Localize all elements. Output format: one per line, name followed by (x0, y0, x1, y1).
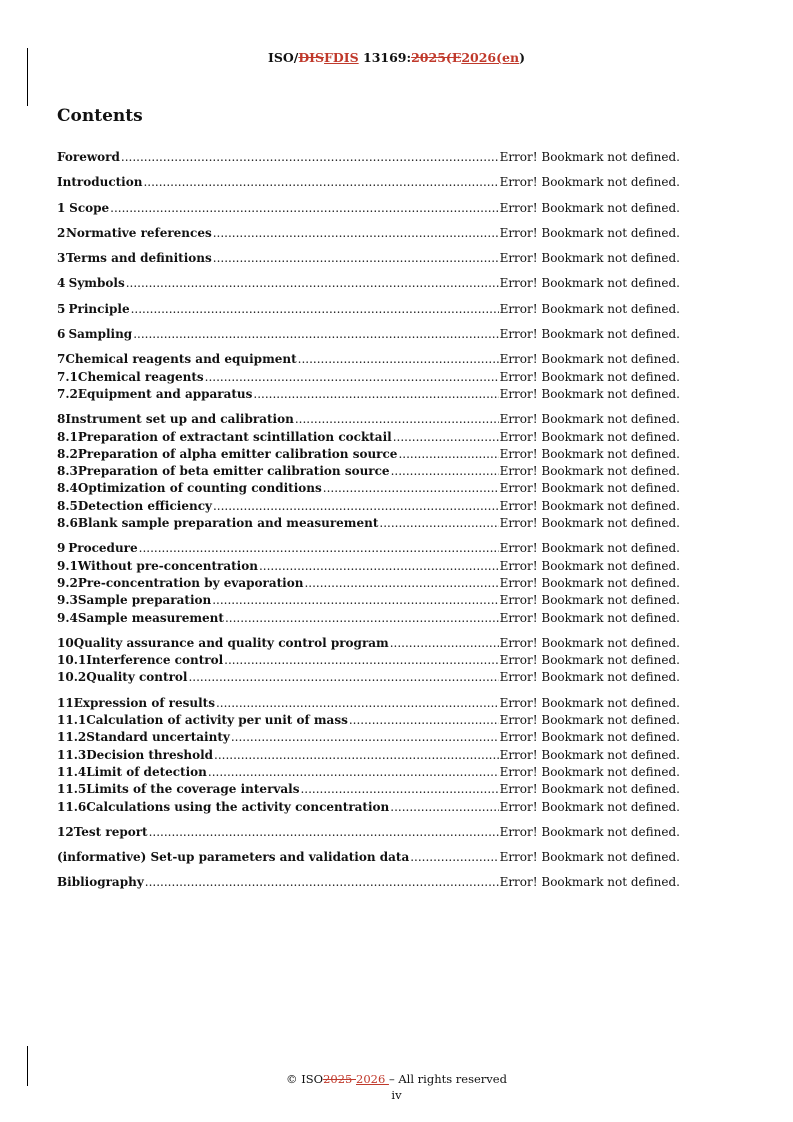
toc-entry-number: 7.2 (57, 386, 78, 401)
toc-entry[interactable] (57, 429, 680, 446)
header-number: 13169: (358, 50, 412, 65)
toc-entry-number: 7.1 (57, 369, 78, 384)
toc-leader-dots (323, 480, 499, 497)
header-deleted-year: 2025(E (411, 50, 462, 65)
toc-entry-page: Error! Bookmark not defined. (499, 175, 680, 190)
toc-entry[interactable] (57, 764, 680, 781)
toc-entry-number: 8.5 (57, 498, 78, 513)
toc-entry[interactable] (57, 712, 680, 729)
toc-entry-number: 9.3 (57, 593, 78, 608)
toc-leader-dots (110, 200, 498, 217)
toc-entry-page: Error! Bookmark not defined. (499, 481, 680, 496)
toc-entry[interactable] (57, 540, 680, 557)
toc-entry-title: Calculations using the activity concentration (86, 799, 390, 814)
toc-entry-title: Quality assurance and quality control program (73, 635, 389, 650)
toc-leader-dots (149, 824, 499, 841)
toc-leader-dots (393, 429, 499, 446)
toc-entry-page: Error! Bookmark not defined. (499, 200, 680, 215)
toc-entry-number: 4 (57, 276, 66, 291)
document-header (0, 50, 793, 65)
toc-leader-dots (213, 225, 499, 242)
toc-entry-number: 11.4 (57, 764, 87, 779)
toc-leader-dots (390, 635, 499, 652)
toc-leader-dots (298, 351, 499, 368)
toc-entry-page: Error! Bookmark not defined. (499, 610, 680, 625)
toc-entry-page: Error! Bookmark not defined. (499, 369, 680, 384)
toc-entry-page: Error! Bookmark not defined. (499, 593, 680, 608)
toc-entry[interactable] (57, 799, 680, 816)
toc-entry-title: Preparation of beta emitter calibration source (77, 464, 390, 479)
toc-entry-title: (informative) Set-up parameters and validation data (57, 850, 410, 865)
toc-entry-page: Error! Bookmark not defined. (499, 225, 680, 240)
toc-entry-number: 1 (57, 200, 66, 215)
toc-entry-number: 9.2 (57, 575, 78, 590)
toc-entry-page: Error! Bookmark not defined. (499, 824, 680, 839)
toc-entry[interactable] (57, 824, 680, 841)
toc-entry-title: Equipment and apparatus (77, 386, 253, 401)
toc-entry-page: Error! Bookmark not defined. (499, 695, 680, 710)
toc-entry-page: Error! Bookmark not defined. (499, 653, 680, 668)
header-prefix: ISO/ (267, 50, 299, 65)
toc-entry-number: 11.6 (57, 799, 87, 814)
toc-entry-title: Preparation of alpha emitter calibration source (77, 446, 398, 461)
toc-entry[interactable] (57, 874, 680, 891)
toc-entry-title: Test report (73, 824, 148, 839)
toc-entry-title: Interference control (86, 653, 224, 668)
toc-entry[interactable] (57, 301, 680, 318)
toc-entry-page: Error! Bookmark not defined. (499, 558, 680, 573)
toc-entry-page: Error! Bookmark not defined. (499, 764, 680, 779)
toc-entry-page: Error! Bookmark not defined. (499, 875, 680, 890)
toc-entry-page: Error! Bookmark not defined. (499, 713, 680, 728)
toc-entry-title: Bibliography (57, 875, 144, 890)
toc-leader-dots (349, 712, 499, 729)
toc-entry-number: 8 (57, 412, 66, 427)
toc-entry[interactable] (57, 386, 680, 403)
toc-entry-title: Normative references (65, 225, 212, 240)
toc-leader-dots (213, 250, 499, 267)
toc-entry[interactable] (57, 446, 680, 463)
toc-entry-title: Pre-concentration by evaporation (77, 575, 304, 590)
toc-entry-number: 11.1 (57, 713, 87, 728)
contents-heading: Contents (57, 106, 143, 126)
toc-entry-page: Error! Bookmark not defined. (499, 412, 680, 427)
toc-entry-page: Error! Bookmark not defined. (499, 446, 680, 461)
toc-entry-page: Error! Bookmark not defined. (499, 516, 680, 531)
toc-entry-number: 8.3 (57, 464, 78, 479)
toc-entry[interactable] (57, 225, 680, 242)
toc-entry-title: Chemical reagents (77, 369, 204, 384)
toc-entry-page: Error! Bookmark not defined. (499, 541, 680, 556)
toc-entry[interactable] (57, 781, 680, 798)
toc-entry-title: Terms and definitions (65, 251, 212, 266)
toc-entry[interactable] (57, 369, 680, 386)
toc-entry-page: Error! Bookmark not defined. (499, 635, 680, 650)
copyright-line (0, 1071, 793, 1087)
toc-entry-title: Blank sample preparation and measurement (77, 516, 379, 531)
toc-entry-title: Calculation of activity per unit of mass (86, 713, 348, 728)
toc-entry-page: Error! Bookmark not defined. (499, 276, 680, 291)
toc-entry-title: Without pre-concentration (77, 558, 258, 573)
toc-leader-dots (216, 695, 499, 712)
toc-entry[interactable] (57, 149, 680, 166)
toc-leader-dots (188, 669, 498, 686)
page-number: iv (391, 1088, 402, 1102)
toc-entry[interactable] (57, 669, 680, 686)
toc-entry-title: Procedure (68, 541, 138, 556)
toc-entry-title: Scope (69, 200, 110, 215)
toc-leader-dots (213, 498, 499, 515)
toc-leader-dots (139, 540, 499, 557)
toc-entry[interactable] (57, 849, 680, 866)
toc-leader-dots (304, 575, 498, 592)
toc-entry-title: Sample preparation (77, 593, 212, 608)
toc-entry-number: 5 (57, 301, 66, 316)
toc-entry-page: Error! Bookmark not defined. (499, 352, 680, 367)
toc-entry-page: Error! Bookmark not defined. (499, 498, 680, 513)
toc-entry-title: Introduction (57, 175, 143, 190)
toc-entry-page: Error! Bookmark not defined. (499, 429, 680, 444)
copyright-deleted-year: 2025 (323, 1072, 356, 1086)
toc-entry-title: Symbols (68, 276, 125, 291)
toc-entry-page: Error! Bookmark not defined. (499, 386, 680, 401)
toc-entry[interactable] (57, 411, 680, 428)
toc-entry[interactable] (57, 575, 680, 592)
toc-entry[interactable] (57, 635, 680, 652)
toc-entry-page: Error! Bookmark not defined. (499, 327, 680, 342)
page-footer (0, 1071, 793, 1103)
toc-entry-page: Error! Bookmark not defined. (499, 799, 680, 814)
copyright-inserted-year: 2026 (356, 1072, 389, 1086)
toc-leader-dots (225, 610, 499, 627)
toc-entry-number: 8.1 (57, 429, 78, 444)
toc-entry[interactable] (57, 610, 680, 627)
toc-leader-dots (145, 874, 499, 891)
toc-leader-dots (133, 326, 498, 343)
toc-leader-dots (390, 799, 498, 816)
toc-entry-number: 9.4 (57, 610, 78, 625)
toc-leader-dots (410, 849, 498, 866)
toc-entry-title: Expression of results (73, 695, 215, 710)
toc-leader-dots (231, 729, 499, 746)
toc-entry-number: 10.1 (57, 653, 87, 668)
toc-entry-page: Error! Bookmark not defined. (499, 464, 680, 479)
toc-entry-number: 3 (57, 251, 66, 266)
toc-leader-dots (224, 652, 498, 669)
toc-entry-title: Foreword (57, 150, 120, 164)
toc-leader-dots (300, 781, 498, 798)
toc-entry-title: Optimization of counting conditions (77, 481, 322, 496)
toc-leader-dots (131, 301, 499, 318)
toc-entry[interactable] (57, 592, 680, 609)
toc-leader-dots (398, 446, 498, 463)
toc-leader-dots (143, 174, 498, 191)
toc-entry-number: 9.1 (57, 558, 78, 573)
toc-leader-dots (391, 463, 499, 480)
toc-entry[interactable] (57, 652, 680, 669)
header-inserted-year: 2026(en (461, 50, 520, 65)
toc-entry-number: 6 (57, 327, 66, 342)
toc-entry-page: Error! Bookmark not defined. (499, 251, 680, 266)
toc-entry-number: 12 (57, 824, 74, 839)
toc-entry-title: Detection efficiency (77, 498, 212, 513)
toc-entry-page: Error! Bookmark not defined. (499, 670, 680, 685)
toc-entry-number: 9 (57, 541, 66, 556)
toc-entry[interactable] (57, 558, 680, 575)
toc-entry-title: Decision threshold (86, 747, 214, 762)
toc-entry-number: 8.2 (57, 446, 78, 461)
toc-entry-page: Error! Bookmark not defined. (499, 850, 680, 865)
toc-entry-page: Error! Bookmark not defined. (499, 301, 680, 316)
toc-entry-title: Sample measurement (77, 610, 224, 625)
toc-leader-dots (121, 149, 499, 166)
toc-entry[interactable] (57, 515, 680, 532)
toc-entry-page: Error! Bookmark not defined. (499, 150, 680, 164)
toc-entry-title: Instrument set up and calibration (65, 412, 294, 427)
toc-entry[interactable] (57, 351, 680, 368)
toc-entry-title: Limits of the coverage intervals (86, 782, 300, 797)
toc-leader-dots (208, 764, 499, 781)
toc-entry-number: 11.3 (57, 747, 87, 762)
toc-entry-title: Principle (68, 301, 130, 316)
toc-entry-number: 10 (57, 635, 74, 650)
toc-leader-dots (253, 386, 498, 403)
toc-entry-page: Error! Bookmark not defined. (499, 782, 680, 797)
toc-entry-number: 11.2 (57, 730, 87, 745)
toc-leader-dots (379, 515, 498, 532)
copyright-suffix: – All rights reserved (388, 1072, 507, 1086)
toc-entry[interactable] (57, 747, 680, 764)
table-of-contents (57, 149, 680, 892)
toc-leader-dots (126, 275, 499, 292)
toc-entry-number: 8.6 (57, 516, 78, 531)
toc-entry-title: Chemical reagents and equipment (65, 352, 297, 367)
toc-entry-number: 11 (57, 695, 74, 710)
toc-entry-number: 11.5 (57, 782, 87, 797)
toc-entry[interactable] (57, 250, 680, 267)
header-inserted-stage: FDIS (324, 50, 359, 65)
toc-entry-page: Error! Bookmark not defined. (499, 747, 680, 762)
toc-leader-dots (205, 369, 499, 386)
toc-entry[interactable] (57, 326, 680, 343)
toc-leader-dots (259, 558, 499, 575)
toc-entry-title: Standard uncertainty (86, 730, 230, 745)
toc-entry-number: 8.4 (57, 481, 78, 496)
toc-entry-title: Quality control (86, 670, 188, 685)
toc-entry-title: Limit of detection (86, 764, 207, 779)
toc-entry[interactable] (57, 275, 680, 292)
toc-entry-page: Error! Bookmark not defined. (499, 730, 680, 745)
toc-leader-dots (214, 747, 499, 764)
copyright-prefix: © ISO (286, 1072, 324, 1086)
toc-entry-page: Error! Bookmark not defined. (499, 575, 680, 590)
toc-entry[interactable] (57, 200, 680, 217)
toc-entry[interactable] (57, 480, 680, 497)
header-suffix: ) (519, 50, 526, 65)
toc-entry-title: Sampling (68, 327, 133, 342)
toc-entry-number: 10.2 (57, 670, 87, 685)
header-deleted-stage: DIS (298, 50, 325, 65)
toc-entry-number: 7 (57, 352, 66, 367)
toc-entry-number: 2 (57, 225, 66, 240)
toc-entry[interactable] (57, 174, 680, 191)
toc-entry[interactable] (57, 695, 680, 712)
toc-entry[interactable] (57, 498, 680, 515)
toc-leader-dots (212, 592, 498, 609)
toc-entry[interactable] (57, 463, 680, 480)
toc-leader-dots (295, 411, 499, 428)
toc-entry-title: Preparation of extractant scintillation cocktail (77, 429, 392, 444)
toc-entry[interactable] (57, 729, 680, 746)
